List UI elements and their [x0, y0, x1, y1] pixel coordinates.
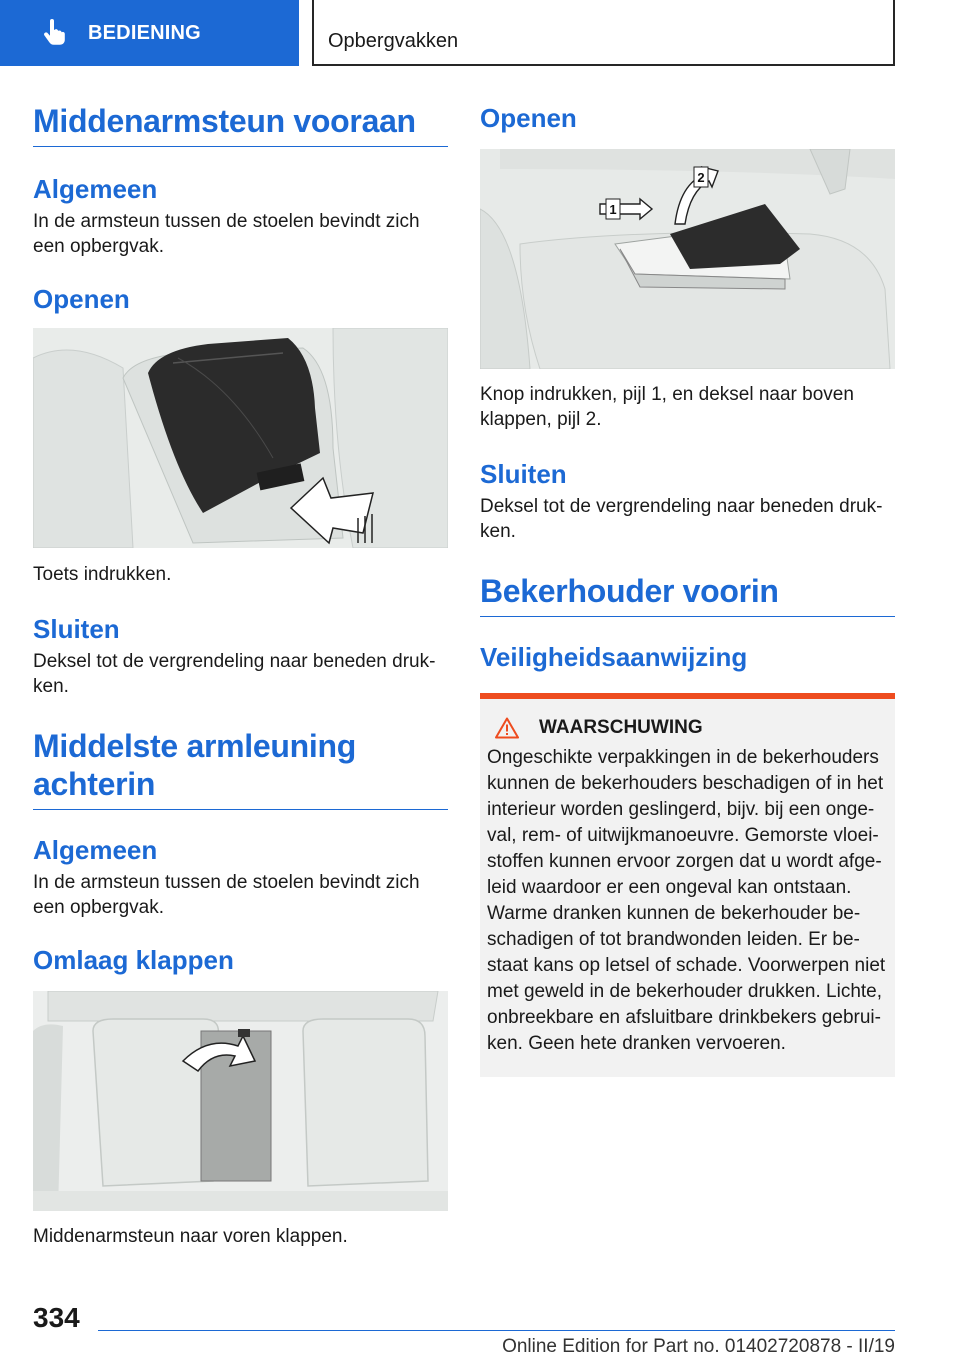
chapter-tab — [312, 0, 895, 66]
heading-middelste-armleuning: Middelste armleuning achterin — [33, 727, 448, 810]
rear-armrest-illustration — [33, 991, 448, 1211]
hand-pointer-icon — [42, 19, 66, 47]
section-tab[interactable] — [0, 0, 299, 66]
footer-edition: Online Edition for Part no. 01402720878 - II/19 — [502, 1336, 895, 1357]
warning-header — [487, 717, 887, 739]
figure-rear-armrest — [33, 991, 448, 1211]
caption-middenarmsteun-naar-voren: Middenarmsteun naar voren klappen. — [33, 1226, 348, 1247]
figure-rear-armrest-open — [480, 149, 895, 369]
warning-text: Ongeschikte verpakkingen in de bekerhouders kunnen de bekerhouders beschadigen of in het interieur worden geslingerd, bijv. bij een onge-val, rem- of uitwijkmanoeuvre. Gemorste vloei-stoffen kunnen ervoor zorgen dat u wordt afge-leid waardoor er een ongeval kan ontstaan. Warme dranken kunnen de bekerhouder be-schadigen of tot brandwonden leiden. Er be-staat kans op letsel of schade. Voorwerpen niet met geweld in de bekerhouder drukken. Lichte, onbreekbare en afsluitbare drinkbekers gebrui-ken. Geen hete dranken vervoeren. — [487, 747, 886, 1054]
heading-veiligheidsaanwijzing: Veiligheidsaanwijzing — [480, 642, 748, 672]
heading-bekerhouder-voorin: Bekerhouder voorin — [480, 572, 895, 617]
right-column — [480, 96, 895, 1077]
warning-label: WAARSCHUWING — [539, 717, 703, 738]
caption-knop-indrukken: Knop indrukken, pijl 1, en deksel naar boven klappen, pijl 2. — [480, 384, 854, 430]
armrest-front-illustration — [33, 328, 448, 548]
paragraph-sluiten: Deksel tot de vergrendeling naar beneden druk-ken. — [33, 651, 436, 697]
chapter-title: Opbergvakken — [328, 30, 459, 52]
warning-triangle-icon — [495, 717, 519, 739]
left-column — [33, 96, 448, 1249]
caption-toets-indrukken: Toets indrukken. — [33, 564, 172, 585]
rear-armrest-open-illustration — [480, 149, 895, 369]
heading-algemeen-2: Algemeen — [33, 835, 158, 865]
heading-omlaag-klappen: Omlaag klappen — [33, 945, 234, 975]
figure-label-1: 1 — [609, 202, 617, 217]
paragraph-sluiten-right: Deksel tot de vergrendeling naar beneden druk-ken. — [480, 496, 883, 542]
heading-middenarmsteun-vooraan: Middenarmsteun vooraan — [33, 102, 448, 147]
figure-label-2: 2 — [697, 170, 705, 185]
page-number: 334 — [33, 1302, 80, 1333]
paragraph-algemeen-2: In de armsteun tussen de stoelen bevindt zich een opbergvak. — [33, 872, 420, 918]
heading-sluiten-right: Sluiten — [480, 459, 567, 489]
heading-algemeen: Algemeen — [33, 174, 158, 204]
warning-box — [480, 693, 895, 1077]
figure-armrest-front — [33, 328, 448, 548]
paragraph-algemeen: In de armsteun tussen de stoelen bevindt zich een opbergvak. — [33, 211, 420, 257]
heading-openen: Openen — [33, 284, 130, 314]
section-title: BEDIENING — [88, 21, 201, 44]
heading-sluiten: Sluiten — [33, 614, 120, 644]
footer-divider — [98, 1330, 895, 1331]
heading-openen-right: Openen — [480, 103, 577, 133]
